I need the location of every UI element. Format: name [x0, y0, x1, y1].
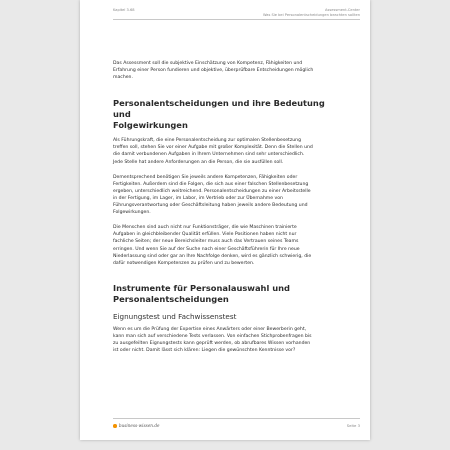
section-heading: [113, 98, 345, 131]
text-line: Die Menschen sind auch nicht nur Funktionsträger, die wie Maschinen trainierte: [113, 225, 297, 231]
header-title-line2: Was Sie bei Personalentscheidungen beachten sollten: [262, 13, 360, 17]
text-line: die damit verbundenen Aufgaben in Ihrem Unternehmen sind sehr unterschiedlich.: [113, 152, 305, 158]
text-line: Dementsprechend benötigen Sie jeweils andere Kompetenzen, Fähigkeiten oder: [113, 174, 298, 180]
text-line: Instrumente für Personalauswahl und: [113, 282, 290, 293]
brand-name: business-wissen.de: [118, 423, 160, 428]
text-line: Niederlassung sind oder gar an Ihre Nachfolge denken, wird es gänzlich schwierig, die: [113, 253, 312, 259]
text-line: Personalentscheidungen und ihre Bedeutung und: [113, 98, 325, 120]
text-line: ergeben, unterschiedlich weitreichend. Personalentscheidungen zu einer Arbeitsstelle: [113, 188, 311, 194]
text-line: erringen. Und wenn Sie auf der Suche nach einer Geschäftsführerin für Ihre neue: [113, 246, 300, 252]
header-title: [263, 8, 360, 18]
text-line: Folgewirkungen.: [113, 210, 151, 216]
text-line: dafür notwendigen Kompetenzen zu prüfen und zu bewerten.: [113, 260, 255, 266]
paragraph: [113, 326, 345, 354]
text-line: Folgewirkungen: [113, 120, 188, 131]
text-line: Eignungstest und Fachwissenstest: [113, 311, 237, 321]
text-line: fachliche Seiten; der neue Bereichsleiter muss auch das Vertrauen seines Teams: [113, 239, 299, 245]
text-line: ist oder nicht. Damit lässt sich klären: Liegen die gewünschten Kenntnisse vor?: [113, 348, 296, 354]
text-line: Führungsverantwortung oder Geschäftsleitung haben jeweils andere Bedeutung und: [113, 203, 308, 209]
text-line: Wenn es um die Prüfung der Expertise eines Anwärters oder einer Bewerberin geht,: [113, 326, 307, 332]
text-line: in der Fertigung, im Lager, im Labor, im Vertrieb oder zur Übernahme von: [113, 195, 283, 201]
text-line: zu ausgefeilten Eignungstests kann geprüft werden, ob abrufbares Wissen vorhanden: [113, 340, 311, 346]
document-page: [80, 0, 370, 440]
page-content: [113, 60, 345, 354]
text-line: Jede Stelle hat andere Anforderungen an die Person, die sie ausfüllen soll.: [113, 159, 284, 165]
brand-dot-icon: [113, 424, 117, 428]
text-line: Aufgaben in gleichbleibender Qualität erfüllen. Viele Positionen haben nicht nur: [113, 232, 297, 238]
text-line: Fertigkeiten. Außerdem sind die Folgen, die sich aus einer falschen Stellenbesetzung: [113, 181, 309, 187]
text-line: Als Führungskraft, die eine Personalentscheidung zur optimalen Stellenbesetzung: [113, 138, 302, 144]
subsection-heading: [113, 312, 345, 322]
paragraph: [113, 224, 345, 267]
text-line: Personalentscheidungen: [113, 293, 229, 304]
text-line: Das Assessment soll die subjektive Einschätzung von Kompetenz, Fähigkeiten und: [113, 61, 303, 66]
chapter-label: Kapitel 3.68: [113, 8, 135, 12]
text-line: kann man sich auf verschiedene Tests verlassen. Von einfachen Stichprobenfragen bis: [113, 333, 312, 339]
paragraph: [113, 174, 345, 217]
page-footer: [113, 418, 360, 429]
page-header: [113, 8, 360, 20]
text-line: Erfahrung einer Person fundieren und objektive, überprüfbare Entscheidungen möglich: [113, 68, 314, 74]
paragraph: [113, 60, 345, 81]
text-line: treffen soll, stehen Sie vor einer Aufgabe mit großer Komplexität. Denn die Stellen und: [113, 145, 313, 151]
header-title-line1: Assessment-Center: [325, 8, 360, 12]
page-number: Seite 3: [346, 423, 360, 428]
paragraph: [113, 137, 345, 165]
brand-logo: [113, 423, 159, 428]
section-heading: [113, 283, 345, 305]
text-line: machen.: [113, 75, 133, 81]
